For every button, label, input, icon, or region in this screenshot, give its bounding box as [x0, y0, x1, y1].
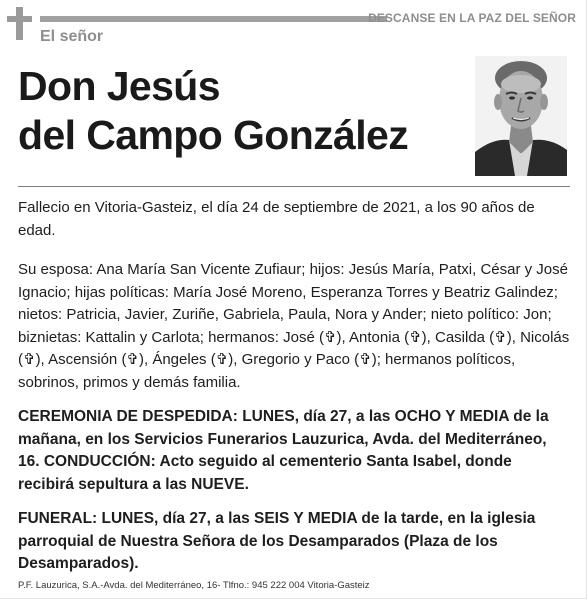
deceased-name-line2: del Campo González	[18, 112, 409, 158]
header-rule	[40, 16, 387, 22]
deceased-name	[18, 62, 458, 160]
portrait-photo	[475, 56, 567, 176]
death-notice: Fallecio en Vitoria-Gasteiz, el día 24 de septiembre de 2021, a los 90 años de edad.	[18, 199, 535, 239]
portrait-illustration	[475, 56, 567, 176]
section-divider	[18, 186, 570, 187]
honorific-kicker: El señor	[40, 28, 104, 45]
deceased-name-line1: Don Jesús	[18, 63, 220, 109]
ceremony-details: CEREMONIA DE DESPEDIDA: LUNES, día 27, a las OCHO Y MEDIA de la mañana, en los Servicios Funerarios Lauzurica, Avda. del Mediterráneo, 16. CONDUCCIÓN: Acto seguido al cementerio Santa Isabel, donde recibirá sepultura a las NUEVE.	[18, 408, 549, 493]
funeral-details: FUNERAL: LUNES, día 27, a las SEIS Y MEDIA de la tarde, en la iglesia parroquial de Nuestra Señora de los Desamparados (Plaza de los Desamparados).	[18, 510, 536, 572]
family-list: Su esposa: Ana María San Vicente Zufiaur; hijos: Jesús María, Patxi, César y José Ignacio; hijas políticas: María José Moreno, Esperanza Torres y Beatriz Galindez; nietos: Patricia, Javier, Zuriñe, Gabriela, Paula, Nora y Ander; nieto político: Jon; biznietas: Kattalin y Carlota; hermanos: José (✞), Antonia (✞), Casilda (✞), Nicolás (✞), Ascensión (✞), Ángeles (✞), Gregorio y Paco (✞); hermanos políticos, sobrinos, primos y demás familia.	[18, 261, 570, 391]
funeral-home-credit: P.F. Lauzurica, S.A.-Avda. del Mediterráneo, 16- Tlfno.: 945 222 004 Vitoria-Gasteiz	[18, 580, 370, 591]
cross-icon	[6, 7, 33, 40]
header-title: DESCANSE EN LA PAZ DEL SEÑOR	[368, 11, 576, 25]
